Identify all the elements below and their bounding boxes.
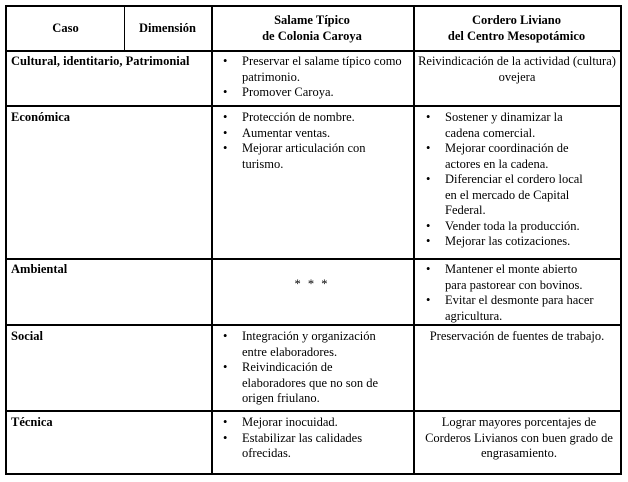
row-divider (7, 105, 620, 107)
list-item: • Estabilizar las calidades ofrecidas. (213, 431, 388, 462)
list-item: • Mejorar las cotizaciones. (416, 234, 586, 250)
row-label-cultural: Cultural, identitario, Patrimonial (11, 54, 190, 68)
tecnica-cordero-text: Lograr mayores porcentajes de Corderos Livianos con buen grado de engrasamiento. (425, 415, 613, 460)
list-item: • Mantener el monte abierto para pastorear con bovinos. (416, 262, 601, 293)
list-item: • Aumentar ventas. (213, 126, 388, 142)
row-label-ambiental: Ambiental (11, 262, 68, 276)
cultural-cordero-text: Reivindicación de la actividad (cultura) ovejera (418, 54, 616, 84)
header-salame (211, 13, 413, 44)
list-item: • Preservar el salame típico como patrimonio. (213, 54, 411, 85)
row-divider (7, 410, 620, 412)
row-label-social: Social (11, 329, 43, 343)
row-divider (7, 258, 620, 260)
row-label-tecnica: Técnica (11, 415, 53, 429)
row-divider (7, 324, 620, 326)
economica-salame-list (213, 110, 388, 172)
list-item: • Sostener y dinamizar la cadena comercial. (416, 110, 586, 141)
list-item: • Protección de nombre. (213, 110, 388, 126)
salame-cordero-divider (413, 7, 415, 473)
list-item: • Vender toda la producción. (416, 219, 586, 235)
tecnica-salame-list (213, 415, 388, 462)
list-item: • Evitar el desmonte para hacer agricultura. (416, 293, 601, 324)
header-cordero-line1: Cordero Liviano (471, 13, 561, 27)
list-item: • Mejorar inocuidad. (213, 415, 388, 431)
economica-cordero-list (416, 110, 586, 250)
header-cordero-line2: del Centro Mesopotámico (447, 28, 586, 43)
comparison-table (5, 5, 622, 475)
cultural-salame-list (213, 54, 411, 101)
row-label-economica: Económica (11, 110, 71, 124)
ambiental-salame-text: * * * (294, 277, 330, 291)
social-cordero-text: Preservación de fuentes de trabajo. (429, 329, 605, 343)
list-item: • Reivindicación de elaboradores que no son de origen friulano. (213, 360, 388, 407)
header-caso: Caso (52, 21, 79, 35)
list-item: • Mejorar coordinación de actores en la cadena. (416, 141, 586, 172)
header-dimension: Dimensión (139, 21, 196, 35)
social-salame-list (213, 329, 388, 407)
list-item: • Promover Caroya. (213, 85, 411, 101)
header-salame-line2: de Colonia Caroya (262, 28, 362, 43)
header-row-divider (7, 50, 620, 52)
list-item: • Diferenciar el cordero local en el mercado de Capital Federal. (416, 172, 586, 219)
header-salame-line1: Salame Típico (274, 13, 350, 27)
list-item: • Integración y organización entre elaboradores. (213, 329, 388, 360)
header-cordero (413, 13, 620, 44)
ambiental-cordero-list (416, 262, 601, 324)
list-item: • Mejorar articulación con turismo. (213, 141, 388, 172)
